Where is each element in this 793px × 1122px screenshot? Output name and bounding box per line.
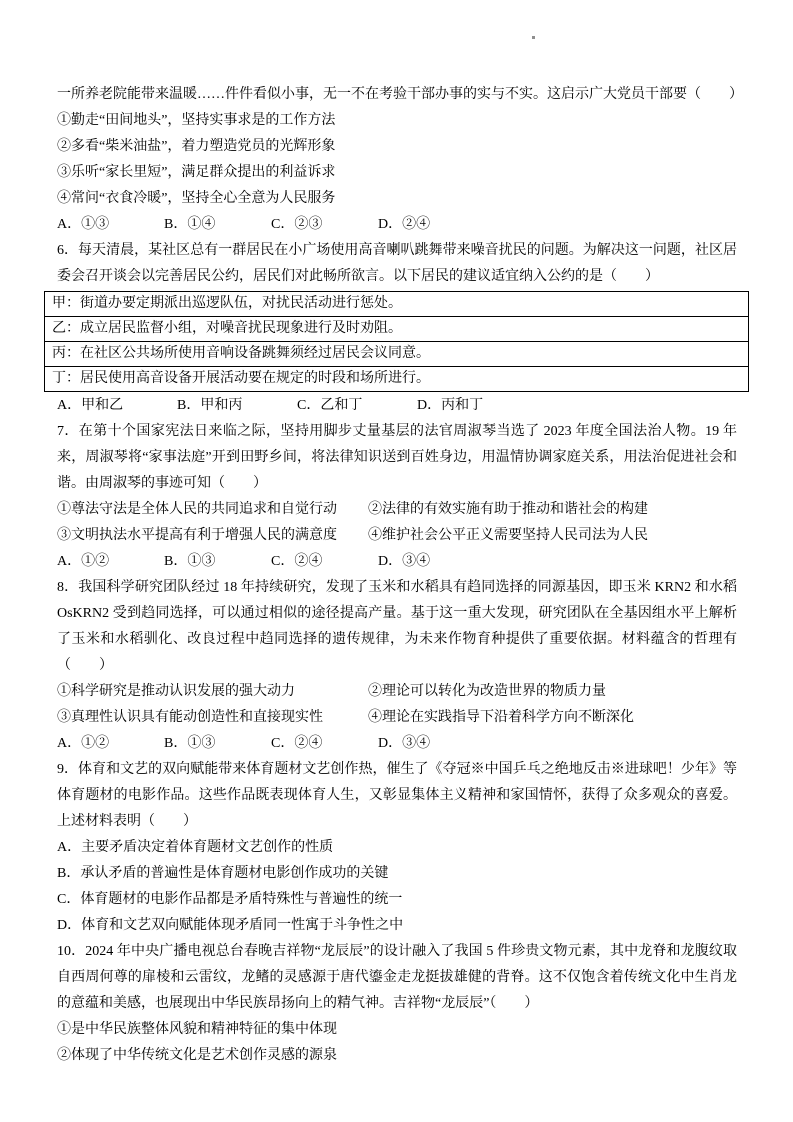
table-row: [45, 342, 749, 367]
question-item-2: ②多看“柴米油盐”，着力塑造党员的光辉形象: [57, 139, 336, 154]
question-stem: 8．我国科学研究团队经过 18 年持续研究，发现了玉米和水稻具有趋同选择的同源基因，即玉米 KRN2 和水稻 OsKRN2 受到趋同选择，可以通过相似的途径提高产量。基于这一重大发现，研究团队在全基因组水平上解析了玉米和水稻驯化、改良过程中趋同选择的遗传规律，为未来作物育种提供了重要依据。材料蕴含的哲理有（ ）: [57, 580, 737, 673]
question-stem: 6．每天清晨，某社区总有一群居民在小广场使用高音喇叭跳舞带来噪音扰民的问题。为解决这一问题，社区居委会召开谈会以完善居民公约，居民们对此畅所欲言。以下居民的建议适宜纳入公约的是（ ）: [57, 243, 737, 284]
option-c: C．②③: [271, 217, 323, 232]
question-item-3: ③乐听“家长里短”，满足群众提出的利益诉求: [57, 165, 336, 180]
page-content: [52, 82, 743, 1069]
table-cell: 丁：居民使用高音设备开展活动要在规定的时段和场所进行。: [45, 367, 749, 392]
question-stem: 7．在第十个国家宪法日来临之际，坚持用脚步丈量基层的法官周淑琴当选了 2023 年度全国法治人物。19 年来，周淑琴将“家事法庭”开到田野乡间，将法律知识送到百姓身边，用温情协调家庭关系，用法治促进社会和谐。由周淑琴的事迹可知（ ）: [57, 424, 737, 491]
question-stem: 一所养老院能带来温暖……件件看似小事，无一不在考验干部办事的实与不实。这启示广大党员干部要（ ）: [57, 87, 743, 102]
options-row: [57, 731, 737, 757]
option-b: B．承认矛盾的普遍性是体育题材电影创作成功的关键: [57, 866, 389, 881]
option-a: A．①③: [57, 217, 110, 232]
table-row: [45, 317, 749, 342]
item-row: [57, 679, 737, 705]
table-cell: 甲：街道办要定期派出巡逻队伍，对扰民活动进行惩处。: [45, 292, 749, 317]
item-row: [57, 497, 737, 523]
question-8: [57, 575, 737, 757]
question-6: [52, 238, 737, 419]
option-a: A．主要矛盾决定着体育题材文艺创作的性质: [57, 840, 334, 855]
question-item-2: ②法律的有效实施有助于推动和谐社会的构建: [368, 502, 648, 517]
option-a: A．甲和乙: [57, 398, 124, 413]
question-item-4: ④常问“衣食冷暖”，坚持全心全意为人民服务: [57, 191, 336, 206]
options-row: [57, 393, 737, 419]
question-item-3: ③真理性认识具有能动创造性和直接现实性: [57, 710, 323, 725]
question-item-1: ①科学研究是推动认识发展的强大动力: [57, 684, 295, 699]
option-d: D．③④: [378, 554, 431, 569]
option-c: C．体育题材的电影作品都是矛盾特殊性与普遍性的统一: [57, 892, 403, 907]
question-stem: 9．体育和文艺的双向赋能带来体育题材文艺创作热，催生了《夺冠※中国乒乓之绝地反击※进球吧！少年》等体育题材的电影作品。这些作品既表现体育人生，又彰显集体主义精神和家国情怀，获得了众多观众的喜爱。上述材料表明（ ）: [57, 762, 737, 829]
question-9: [57, 757, 737, 939]
option-c: C．②④: [271, 736, 323, 751]
option-d: D．②④: [378, 217, 431, 232]
suggestions-table: [44, 291, 749, 392]
table-row: [45, 367, 749, 392]
table-cell: 乙：成立居民监督小组，对噪音扰民现象进行及时劝阻。: [45, 317, 749, 342]
option-b: B．①③: [164, 554, 216, 569]
question-item-1: ①尊法守法是全体人民的共同追求和自觉行动: [57, 502, 337, 517]
option-a: A．①②: [57, 736, 110, 751]
question-item-3: ③文明执法水平提高有利于增强人民的满意度: [57, 528, 337, 543]
item-row: [57, 705, 737, 731]
question-item-1: ①是中华民族整体风貌和精神特征的集中体现: [57, 1022, 337, 1037]
option-b: B．①④: [164, 217, 216, 232]
question-5-continuation: [57, 82, 743, 238]
option-a: A．①②: [57, 554, 110, 569]
option-d: D．体育和文艺双向赋能体现矛盾同一性寓于斗争性之中: [57, 918, 404, 933]
option-c: C．乙和丁: [297, 398, 363, 413]
option-d: D．③④: [378, 736, 431, 751]
options-row: [57, 549, 737, 575]
option-c: C．②④: [271, 554, 323, 569]
options-row: [57, 212, 737, 238]
stray-dot: [532, 36, 535, 39]
question-item-1: ①勤走“田间地头”，坚持实事求是的工作方法: [57, 113, 336, 128]
option-b: B．①③: [164, 736, 216, 751]
question-item-4: ④理论在实践指导下沿着科学方向不断深化: [368, 710, 634, 725]
option-b: B．甲和丙: [177, 398, 243, 413]
question-item-4: ④维护社会公平正义需要坚持人民司法为人民: [368, 528, 648, 543]
question-item-2: ②体现了中华传统文化是艺术创作灵感的源泉: [57, 1048, 337, 1063]
question-item-2: ②理论可以转化为改造世界的物质力量: [368, 684, 606, 699]
table-row: [45, 292, 749, 317]
table-cell: 丙：在社区公共场所使用音响设备跳舞须经过居民会议同意。: [45, 342, 749, 367]
question-7: [57, 419, 737, 575]
option-d: D．丙和丁: [417, 398, 484, 413]
question-stem: 10．2024 年中央广播电视总台春晚吉祥物“龙辰辰”的设计融入了我国 5 件珍贵文物元素，其中龙脊和龙腹纹取自西周何尊的扉棱和云雷纹，龙鳍的灵感源于唐代鎏金走龙挺拔雄健的背脊。这不仅饱含着传统文化中生肖龙的意蕴和美感，也展现出中华民族昂扬向上的精气神。吉祥物“龙辰辰”（ ）: [57, 944, 737, 1011]
question-10: [57, 939, 737, 1069]
item-row: [57, 523, 737, 549]
